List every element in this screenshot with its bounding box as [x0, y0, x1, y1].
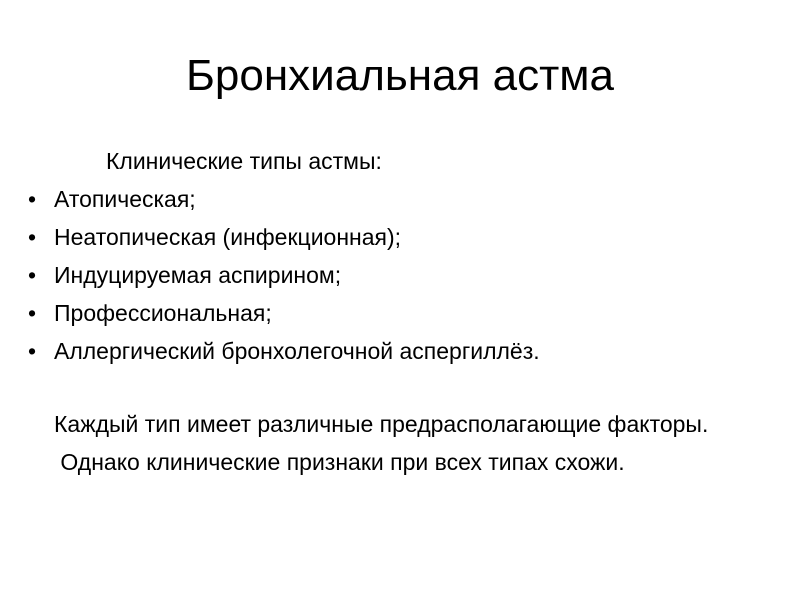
list-item-text: Аллергический бронхолегочной аспергиллёз.: [54, 338, 540, 364]
bullet-icon: •: [28, 224, 37, 250]
bullet-icon: •: [28, 300, 37, 326]
list-item: [0, 332, 800, 370]
bullet-icon: •: [28, 262, 37, 288]
list-item: [0, 180, 800, 218]
paragraph-predisposing-factors: Каждый тип имеет различные предрасполагающие факторы.: [54, 411, 709, 437]
bullet-icon: •: [28, 338, 37, 364]
bullet-icon: •: [28, 186, 37, 212]
list-item: [0, 294, 800, 332]
list-item-text: Профессиональная;: [54, 300, 272, 326]
paragraph-clinical-signs: Однако клинические признаки при всех типах схожи.: [54, 449, 625, 475]
slide-title: Бронхиальная астма: [186, 51, 614, 100]
slide-body: [0, 142, 800, 478]
list-item-text: Индуцируемая аспирином;: [54, 262, 342, 288]
subheading: Клинические типы астмы:: [106, 148, 382, 174]
asthma-types-list: [0, 180, 800, 370]
list-item-text: Неатопическая (инфекционная);: [54, 224, 402, 250]
list-item: [0, 218, 800, 256]
list-item-text: Атопическая;: [54, 186, 196, 212]
list-item: [0, 256, 800, 294]
